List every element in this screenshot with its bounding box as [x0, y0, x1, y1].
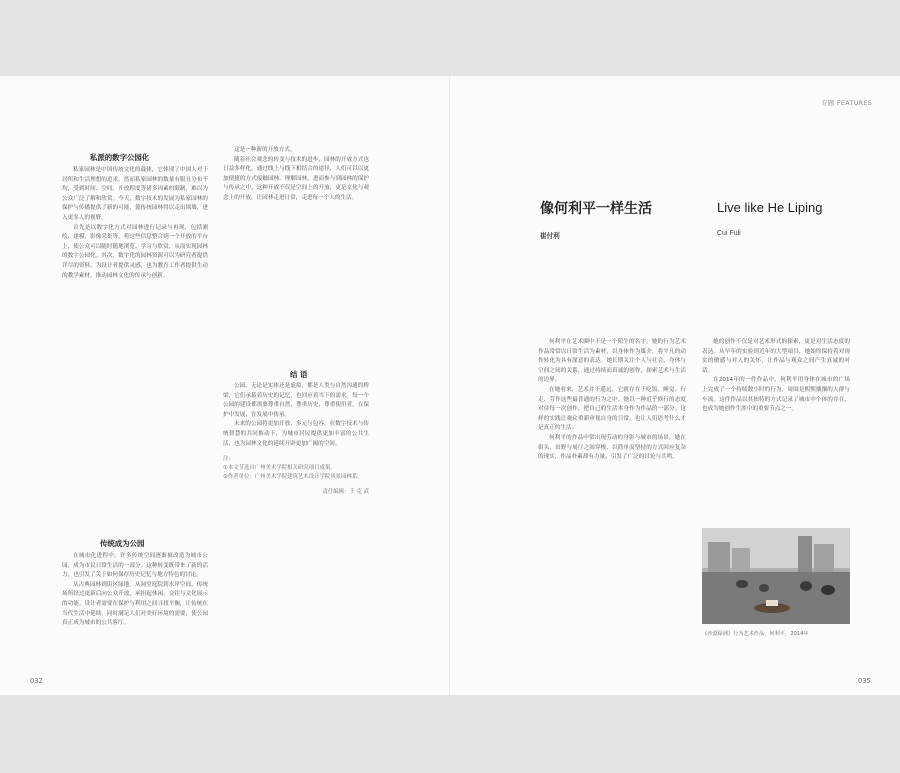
- right-col1-text: [538, 338, 686, 678]
- page-number-right: 035: [858, 677, 871, 685]
- paragraph: 从古典园林到街区绿地，从祠堂庭院到水岸空间，传统场所经过更新后向公众开放，承担起休闲、交往与文化展示的功能。设计者需要在保护与利用之间寻找平衡，让传统在当代生活中延续，同时满足人们对美好环境的需要，使公园真正成为城市的公共客厅。: [62, 581, 208, 627]
- left-col1-text-2: [62, 552, 208, 678]
- author-cn: 崔付利: [540, 232, 560, 240]
- article-title-en: Live like He Liping: [717, 200, 823, 215]
- paragraph: 在她看来，艺术并不遥远，它就存在于吃饭、睡觉、行走、劳作这些最普通的行为之中。她以一种近乎修行的态度对待每一次创作，把自己的生活本身作为作品的一部分。这样的实践让观众重新审视自身的日常，也让人们思考什么才是真正的生活。: [538, 386, 686, 432]
- left-col1-text: [62, 166, 208, 526]
- page-number-left: 032: [30, 677, 43, 685]
- left-page: [0, 76, 450, 695]
- section-heading-digital-park: 私派的数字公园化: [90, 153, 150, 162]
- paragraph: 何利平在艺术圈中不是一个陌生的名字，她的行为艺术作品常常以日常生活为素材，以身体作为媒介，将平凡的动作转化为具有深意的表达。她长期关注个人与社会、身体与空间之间的关系，通过持续而真诚的创作，探索艺术与生活的边界。: [538, 339, 686, 384]
- left-col2-text-2: [223, 382, 369, 676]
- author-en: Cui Fuli: [717, 230, 741, 237]
- right-col2-text: [702, 338, 850, 516]
- paragraph: 首先是以数字化方式对园林进行记录与再现，包括测绘、建模、影像采集等。将这些信息整合到一个开放的平台上，使公众可以随时随地浏览、学习与欣赏，从而实现园林的数字公园化。其次，数字化的园林资源可以为研究者提供详尽的资料，为设计者提供灵感，也为教育工作者提供生动的教学素材，推动园林文化的传承与创新。: [62, 224, 208, 279]
- paragraph: 在2014年的一件作品中，何利平用身体在城市的广场上完成了一个持续数小时的行为，周围是熙熙攘攘的人群与车流。这件作品以其独特的方式记录了城市中个体的存在，也成为她创作生涯中的重要节点之一。: [702, 377, 850, 413]
- footnotes: 注： ①本文节选自广州美术学院相关研究项目成果。 ②作者单位：广州美术学院建筑艺术设计学院风景园林系。: [223, 456, 363, 480]
- paragraph: 随着社会观念的转变与技术的进步，园林的开放方式也日益多样化。通过线上与线下相结合的途径，人们可以以更加便捷的方式接触园林、理解园林，进而参与到园林的保护与传承之中。这种开放不仅是空间上的开放，更是文化与观念上的开放，让园林走进日常，走进每一个人的生活。: [223, 156, 369, 201]
- paragraph: 这是一种新的开放方式。: [234, 147, 296, 153]
- section-heading-tradition-park: 传统成为公园: [100, 539, 145, 548]
- left-col2-text: [223, 146, 369, 362]
- photo-caption: 《沙漠绿洲》行为艺术作品，何利平，2014年: [702, 631, 809, 637]
- article-title-cn: 像何利平一样生活: [540, 201, 652, 217]
- paragraph: 在城市化进程中，许多传统空间逐渐被改造为城市公园，成为市民日常生活的一部分。这种转变既带来了新的活力，也引发了关于如何保存历史记忆与地方特色的讨论。: [62, 553, 208, 579]
- paragraph: 何利平的作品中常出现劳动的身影与城市的场景。她在街头、田野与展厅之间穿梭，以简单而坚持的方式回应复杂的现实，作品朴素却有力量，引发了广泛的讨论与共鸣。: [538, 434, 686, 461]
- section-heading-conclusion: 结 语: [290, 370, 308, 379]
- paragraph: 公园，无论是实体还是虚拟，都是人类与自然沟通的桥梁，它们承载着历史的记忆，也回应着当下的需求。每一个公园的建设都需要尊重自然、尊重历史、尊重使用者，在保护中发展，在发展中传承。: [223, 383, 369, 418]
- paragraph: 未来的公园将更加开放、多元与包容，在数字技术与传统智慧的共同推动下，为城市居民提供更加丰富的公共生活，也为园林文化的延续开辟更加广阔的空间。: [223, 421, 369, 447]
- editor-signoff: 责任编辑：王 克 武: [322, 488, 369, 495]
- paragraph: 她的创作不仅是对艺术形式的探索，更是对生活态度的表达。从早年的实验到近年的大型项目，她始终保持着对现实的敏感与对人的关怀，让作品与观众之间产生真诚的对话。: [702, 339, 850, 374]
- running-header: 专题 FEATURES: [821, 99, 872, 107]
- performance-photo: [702, 528, 850, 624]
- paragraph: 私家园林是中国传统文化的载体，它体现了中国人对于居所和生活理想的追求。然而私家园林的数量有限且分布不均，受到时间、空间、开放程度等诸多因素的限制，难以为公众广泛了解和欣赏。今天，数字技术的发展为私家园林的保护与传播提供了新的可能，使传统园林得以走出围墙，进入更多人的视野。: [62, 167, 208, 221]
- right-page: [450, 76, 900, 695]
